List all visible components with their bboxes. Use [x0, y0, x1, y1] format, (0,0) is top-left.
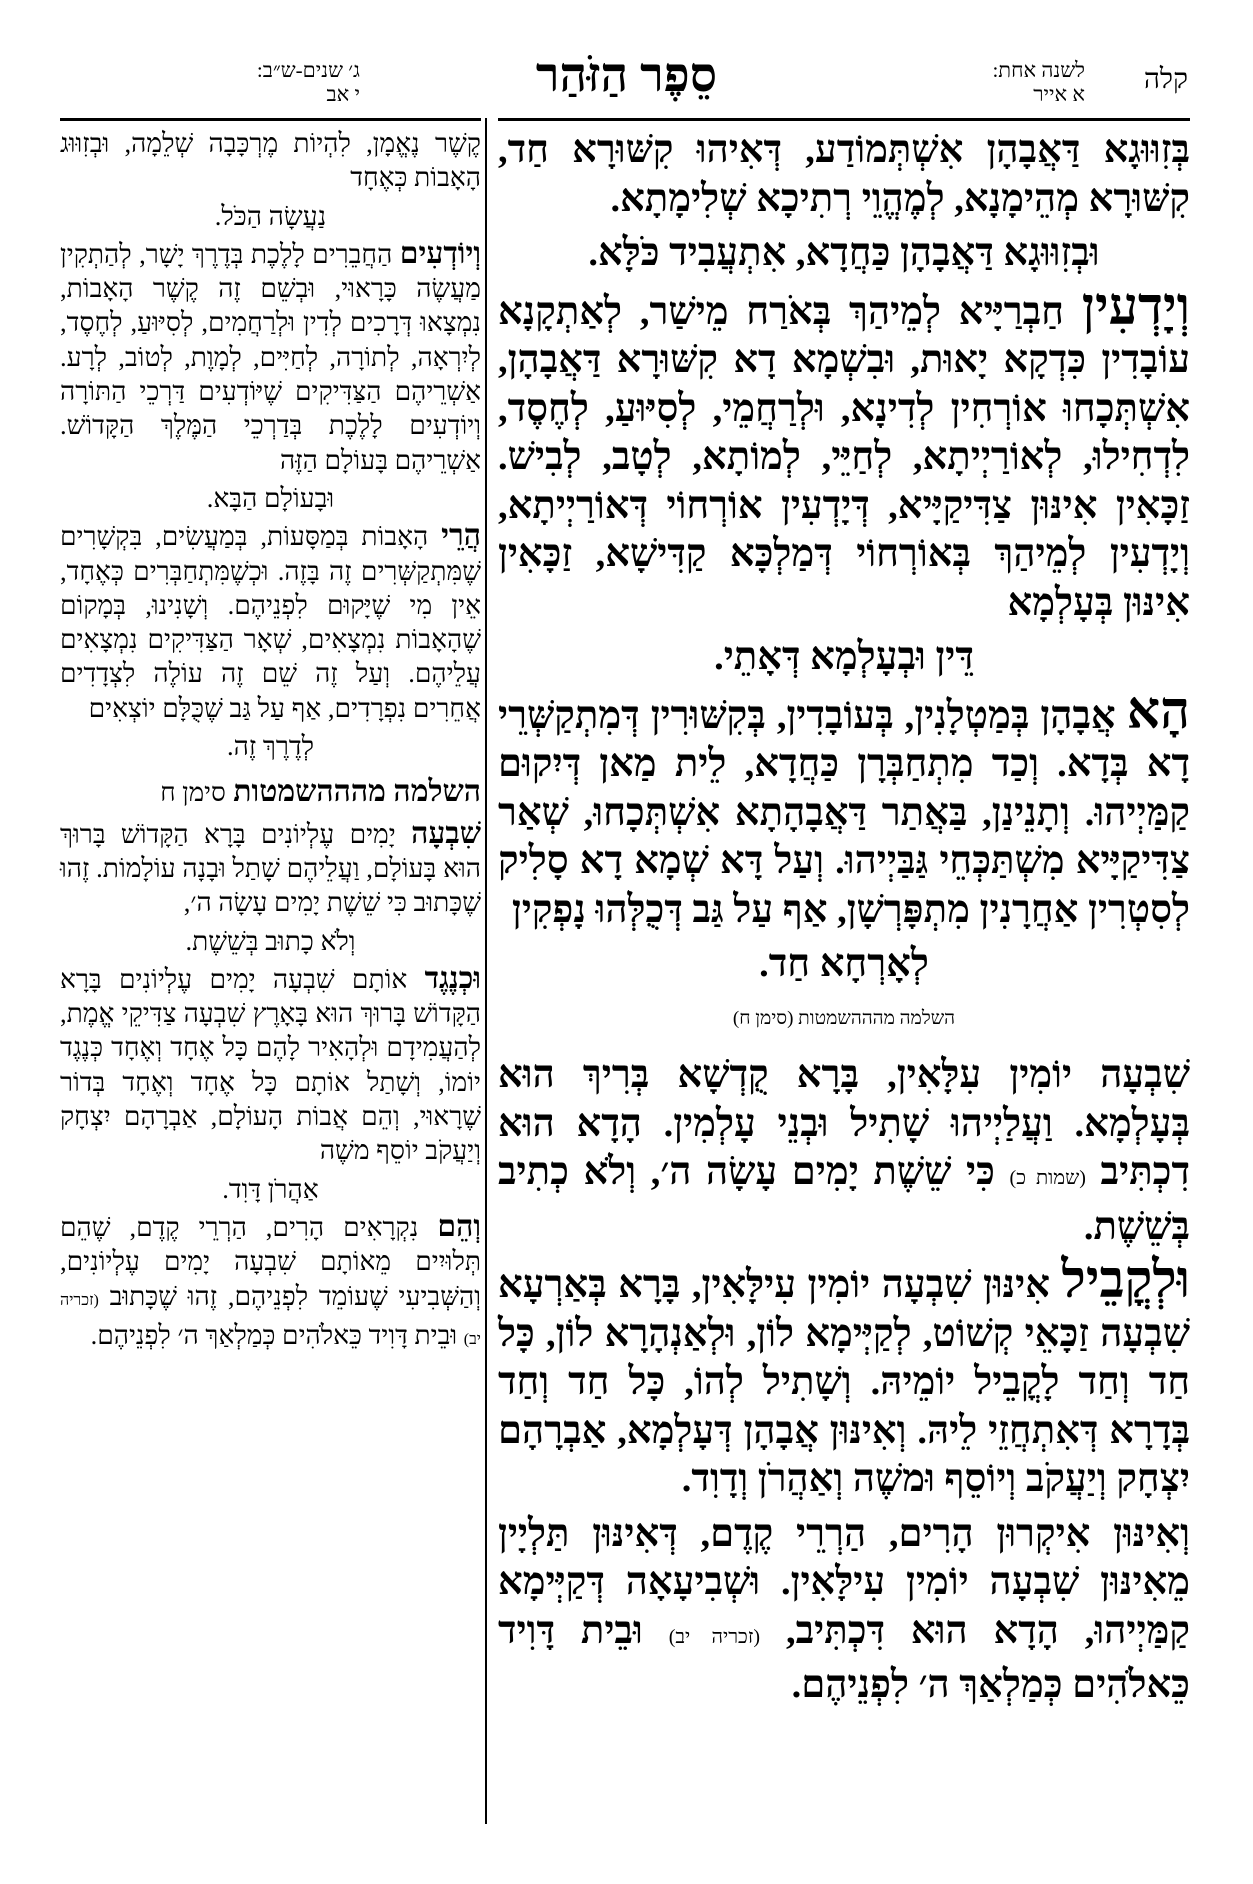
study-schedule-three-years [60, 58, 360, 106]
section-number: סימן ח [160, 778, 226, 808]
paragraph-lead-word: וְיָדְעִין [1081, 278, 1190, 336]
verse-reference: (זכריה יב) [60, 1291, 481, 1348]
header-rule [60, 118, 481, 121]
paragraph-text: אִינּוּן שִׁבְעָה יוֹמִין עִילָּאִין, בָּרָא בְּאַרְעָא שִׁבְעָה זַכָּאֵי קְשׁוֹט, לְקַיְּימָא לוֹן, וּלְאַנְהָרָא לוֹן, כָּל חַד וְחַד לָקֳבֵיל יוֹמֵיהּ. וְשָׁתִיל לְהוֹ, כָּל חַד וְחַד בְּדָרָא דְּאִתְחֲזֵי לֵיהּ. וְאִינּוּן אֲבָהָן דְּעָלְמָא, אַבְרָהָם יִצְחָק וְיַעֲקֹב וְיוֹסֵף וּמשֶׁה וְאַהֲרֹן וְדָוִד. [498, 1264, 1190, 1500]
paragraph [498, 1510, 1190, 1710]
paragraph-ending: דֵּין וּבְעָלְמָא דְּאָתֵי. [714, 636, 974, 678]
paragraph-lead-word: וּכְנֶגֶד [424, 961, 481, 995]
paragraph [60, 817, 481, 920]
schedule-date: א אייר [1033, 82, 1085, 107]
paragraph [498, 1252, 1190, 1504]
paragraph: בְּזִוּוּגָא דַּאֲבָהָן אִשְׁתְּמוֹדַע, דְּאִיהוּ קִשּׁוּרָא חַד, קִשּׁוּרָא מְהֵימָנָא, לְמֶהֱוֵי רְתִיכָא שְׁלִימָתָא. [498, 129, 1190, 220]
schedule-label: ג׳ שנים-ש״ב: [256, 58, 360, 82]
paragraph: קֶשֶׁר נֶאֱמָן, לִהְיוֹת מֶרְכָּבָה שְׁלֵמָה, וּבְזִוּוּג הָאָבוֹת כְּאֶחָד [60, 128, 481, 193]
paragraph-lead-word: שִׁבְעָה [411, 816, 481, 850]
schedule-label: לשנה אחת: [992, 58, 1085, 82]
paragraph-lead-word: וְיוֹדְעִים [399, 236, 481, 270]
section-heading: השלמה מהההשמטות (סימן ח) [732, 1007, 956, 1029]
paragraph-ending: לְדֶרֶךְ זֶה. [226, 731, 315, 762]
header-rule [498, 118, 1190, 121]
paragraph-text: וּבֵית דָּוִיד כֵּאלֹהִים כְּמַלְאַךְ ה׳ לִפְנֵיהֶם. [498, 1609, 1190, 1706]
paragraph-ending: אַהֲרֹן דָּוִד. [222, 1173, 319, 1204]
paragraph-lead-word: הָא [1126, 682, 1190, 740]
paragraph-text: וְאִינּוּן אִיקְרוּן הָרִים, הַרְרֵי קֶדֶם, דְּאִינּוּן תַּלְיָין מֵאִינּוּן שִׁבְעָה יוֹמִין עִילָּאִין. וּשְׁבִיעָאָה דְּקַיְּימָא קַמַּיְיהוּ, הָדָא הוּא דִּכְתִּיב, [498, 1512, 1190, 1652]
paragraph-text: יָמִים עֶלְיוֹנִים בָּרָא הַקָּדוֹשׁ בָּרוּךְ הוּא בָּעוֹלָם, וַעֲלֵיהֶם שָׁתַל וּבָנָה עוֹלָמוֹת. זֶהוּ שֶׁכָּתוּב כִּי שֵׁשֶׁת יָמִים עָשָׂה ה׳, [60, 818, 481, 918]
paragraph [60, 237, 481, 477]
column-divider [485, 118, 487, 1824]
paragraph-lead-word: הֲרֵי [441, 519, 481, 553]
translation-column [60, 126, 481, 1361]
paragraph-text: נִקְרָאִים הָרִים, הַרְרֵי קֶדֶם, שֶׁהֵם תְּלוּיִים מֵאוֹתָם שִׁבְעָה יָמִים עֶלְיוֹנִים, וְהַשְּׁבִיעִי שֶׁעוֹמֵד לִפְנֵיהֶם, זֶהוּ שֶׁכָּתוּב [60, 1211, 481, 1311]
paragraph-ending: לְאָרְחָא חַד. [759, 943, 929, 985]
paragraph-text: אֲבָהָן בְּמַטְלָנִין, בְּעוֹבָדִין, בְּקִשּׁוּרִין דְּמִתְקַשְּׁרֵי דָא בְּדָא. וְכַד מִתְחַבְּרָן כַּחֲדָא, לֵית מַאן דְּיִקוּם קַמַּיְיהוּ. וְתָנֵינַן, בַּאֲתַר דַּאֲבָהָתָא אִשְׁתְּכָחוּ, שְׁאַר צַדִּיקַיָּיא מִשְׁתַּכְּחֵי גַּבַּיְיהוּ. וְעַל דָּא שְׁמָא דָא סָלִיק לְסִטְרִין אַחֲרָנִין מִתְפָּרְשָׁן, אַף עַל גַּב דְּכֻלְּהוּ נָפְקִין [498, 694, 1190, 931]
paragraph-ending: וְלֹא כָתוּב בְּשֵׁשֶׁת. [185, 925, 356, 956]
verse-reference: (שמות כ) [1009, 1167, 1086, 1189]
paragraph-text: וּבֵית דָּוִיד כֵּאלֹהִים כְּמַלְאַךְ ה׳ לִפְנֵיהֶם. [90, 1319, 464, 1350]
paragraph [60, 1210, 481, 1357]
paragraph-text: חַבְרַיָּיא לְמֵיהַךְ בְּאֹרַח מֵישַׁר, לְאַתְקָנָא עוֹבָדִין כִּדְקָא יָאוּת, וּבִשְׁמָא דָא קִשּׁוּרָא דַּאֲבָהָן, אִשְׁתְּכָחוּ אוֹרְחִין לְדִינָא, וּלְרַחֲמֵי, לְסִיּוּעַ, לְחֶסֶד, לִדְחִילוּ, לְאוֹרַיְיתָא, לְחַיֵּי, לְמוֹתָא, לְטָב, לְבִישׁ. זַכָּאִין אִינּוּן צַדִּיקַיָּיא, דְּיָדְעִין אוֹרְחוֹי דְּאוֹרַיְיתָא, וְיָדְעִין לְמֵיהַךְ בְּאוֹרְחוֹי דְּמַלְכָּא קַדִּישָׁא, זַכָּאִין אִינּוּן בְּעָלְמָא [498, 290, 1190, 624]
paragraph-ending: וּבָעוֹלָם הַבָּא. [206, 482, 335, 513]
paragraph-text: הַחֲבֵרִים לָלֶכֶת בְּדֶרֶךְ יָשָׁר, לְהַתְקִין מַעֲשֶׂה כָּרָאוּי, וּבְשֵׁם זֶה קֶשֶׁר הָאָבוֹת, נִמְצָאוּ דְּרָכִים לְדִין וּלְרַחֲמִים, לְסִיּוּעַ, לְחֶסֶד, לְיִרְאָה, לְתוֹרָה, לְחַיִּים, לְמָוֶת, לְטוֹב, לְרָע. אַשְׁרֵיהֶם הַצַּדִּיקִים שֶׁיּוֹדְעִים דַּרְכֵי הַתּוֹרָה וְיוֹדְעִים לָלֶכֶת בְּדַרְכֵי הַמֶּלֶךְ הַקָּדוֹשׁ. אַשְׁרֵיהֶם בָּעוֹלָם הַזֶּה [60, 238, 481, 475]
verse-reference: (זכריה יב) [668, 1625, 761, 1648]
paragraph [498, 682, 1190, 935]
section-title: השלמה מהההשמטות [233, 775, 481, 809]
book-title: סֵפֶר הַזֹּהַר [535, 49, 718, 102]
page-number: קלה [1143, 64, 1188, 95]
paragraph [498, 278, 1190, 628]
paragraph-lead-word: וּלְקֳבֵיל [1061, 1252, 1190, 1309]
section-heading [60, 775, 481, 810]
paragraph-lead-word: וְהֵם [437, 1209, 481, 1243]
paragraph: וּבְזִוּוּגָא דַּאֲבָהָן כַּחֲדָא, אִתְעֲבִיד כֹּלָּא. [588, 232, 1100, 274]
paragraph-text: שִׁבְעָה יוֹמִין עִלָּאִין, בָּרָא קֻדְשָׁא בְּרִיךְ הוּא בְּעָלְמָא. וַעֲלַיְיהוּ שָׁתִיל וּבְנֵי עָלְמִין. הָדָא הוּא דִכְתִּיב [498, 1054, 1191, 1193]
schedule-date: י אב [326, 82, 360, 107]
paragraph-text: אוֹתָם שִׁבְעָה יָמִים עֶלְיוֹנִים בָּרָא הַקָּדוֹשׁ בָּרוּךְ הוּא בָּאָרֶץ שִׁבְעָה צַדִּיקֵי אֱמֶת, לְהַעֲמִידָם וּלְהָאִיר לָהֶם כָּל אֶחָד וְאֶחָד כְּנֶגֶד יוֹמוֹ, וְשָׁתַל אוֹתָם כָּל אֶחָד וְאֶחָד בְּדוֹר שֶׁרָאוּי, וְהֵם אֲבוֹת הָעוֹלָם, אַבְרָהָם יִצְחָק וְיַעֲקֹב יוֹסֵף משֶׁה [60, 963, 481, 1166]
paragraph-ending: נַעֲשָׂה הַכֹּל. [214, 200, 327, 231]
paragraph-text: כִּי שֵׁשֶׁת יָמִים עָשָׂה ה׳, וְלֹא כְתִיב בְּשֵׁשֶׁת. [498, 1151, 1190, 1248]
paragraph [60, 962, 481, 1168]
main-text-column [498, 126, 1190, 1716]
paragraph-text: הָאָבוֹת בְּמַסָּעוֹת, בְּמַעֲשִׂים, בִּקְשָׁרִים שֶׁמִּתְקַשְּׁרִים זֶה בָּזֶה. וּכְשֶׁמִּתְחַבְּרִים כְּאֶחָד, אֵין מִי שֶׁיָּקוּם לִפְנֵיהֶם. וְשָׁנִינוּ, בְּמָקוֹם שֶׁהָאָבוֹת נִמְצָאִים, שְׁאָר הַצַּדִּיקִים נִמְצָאִים עֲלֵיהֶם. וְעַל זֶה שֵׁם זֶה עוֹלֶה לִצְדָדִים אֲחֵרִים נִפְרָדִים, אַף עַל גַּב שֶׁכֻּלָּם יוֹצְאִים [60, 521, 481, 723]
paragraph [60, 519, 481, 725]
paragraph [498, 1051, 1190, 1251]
